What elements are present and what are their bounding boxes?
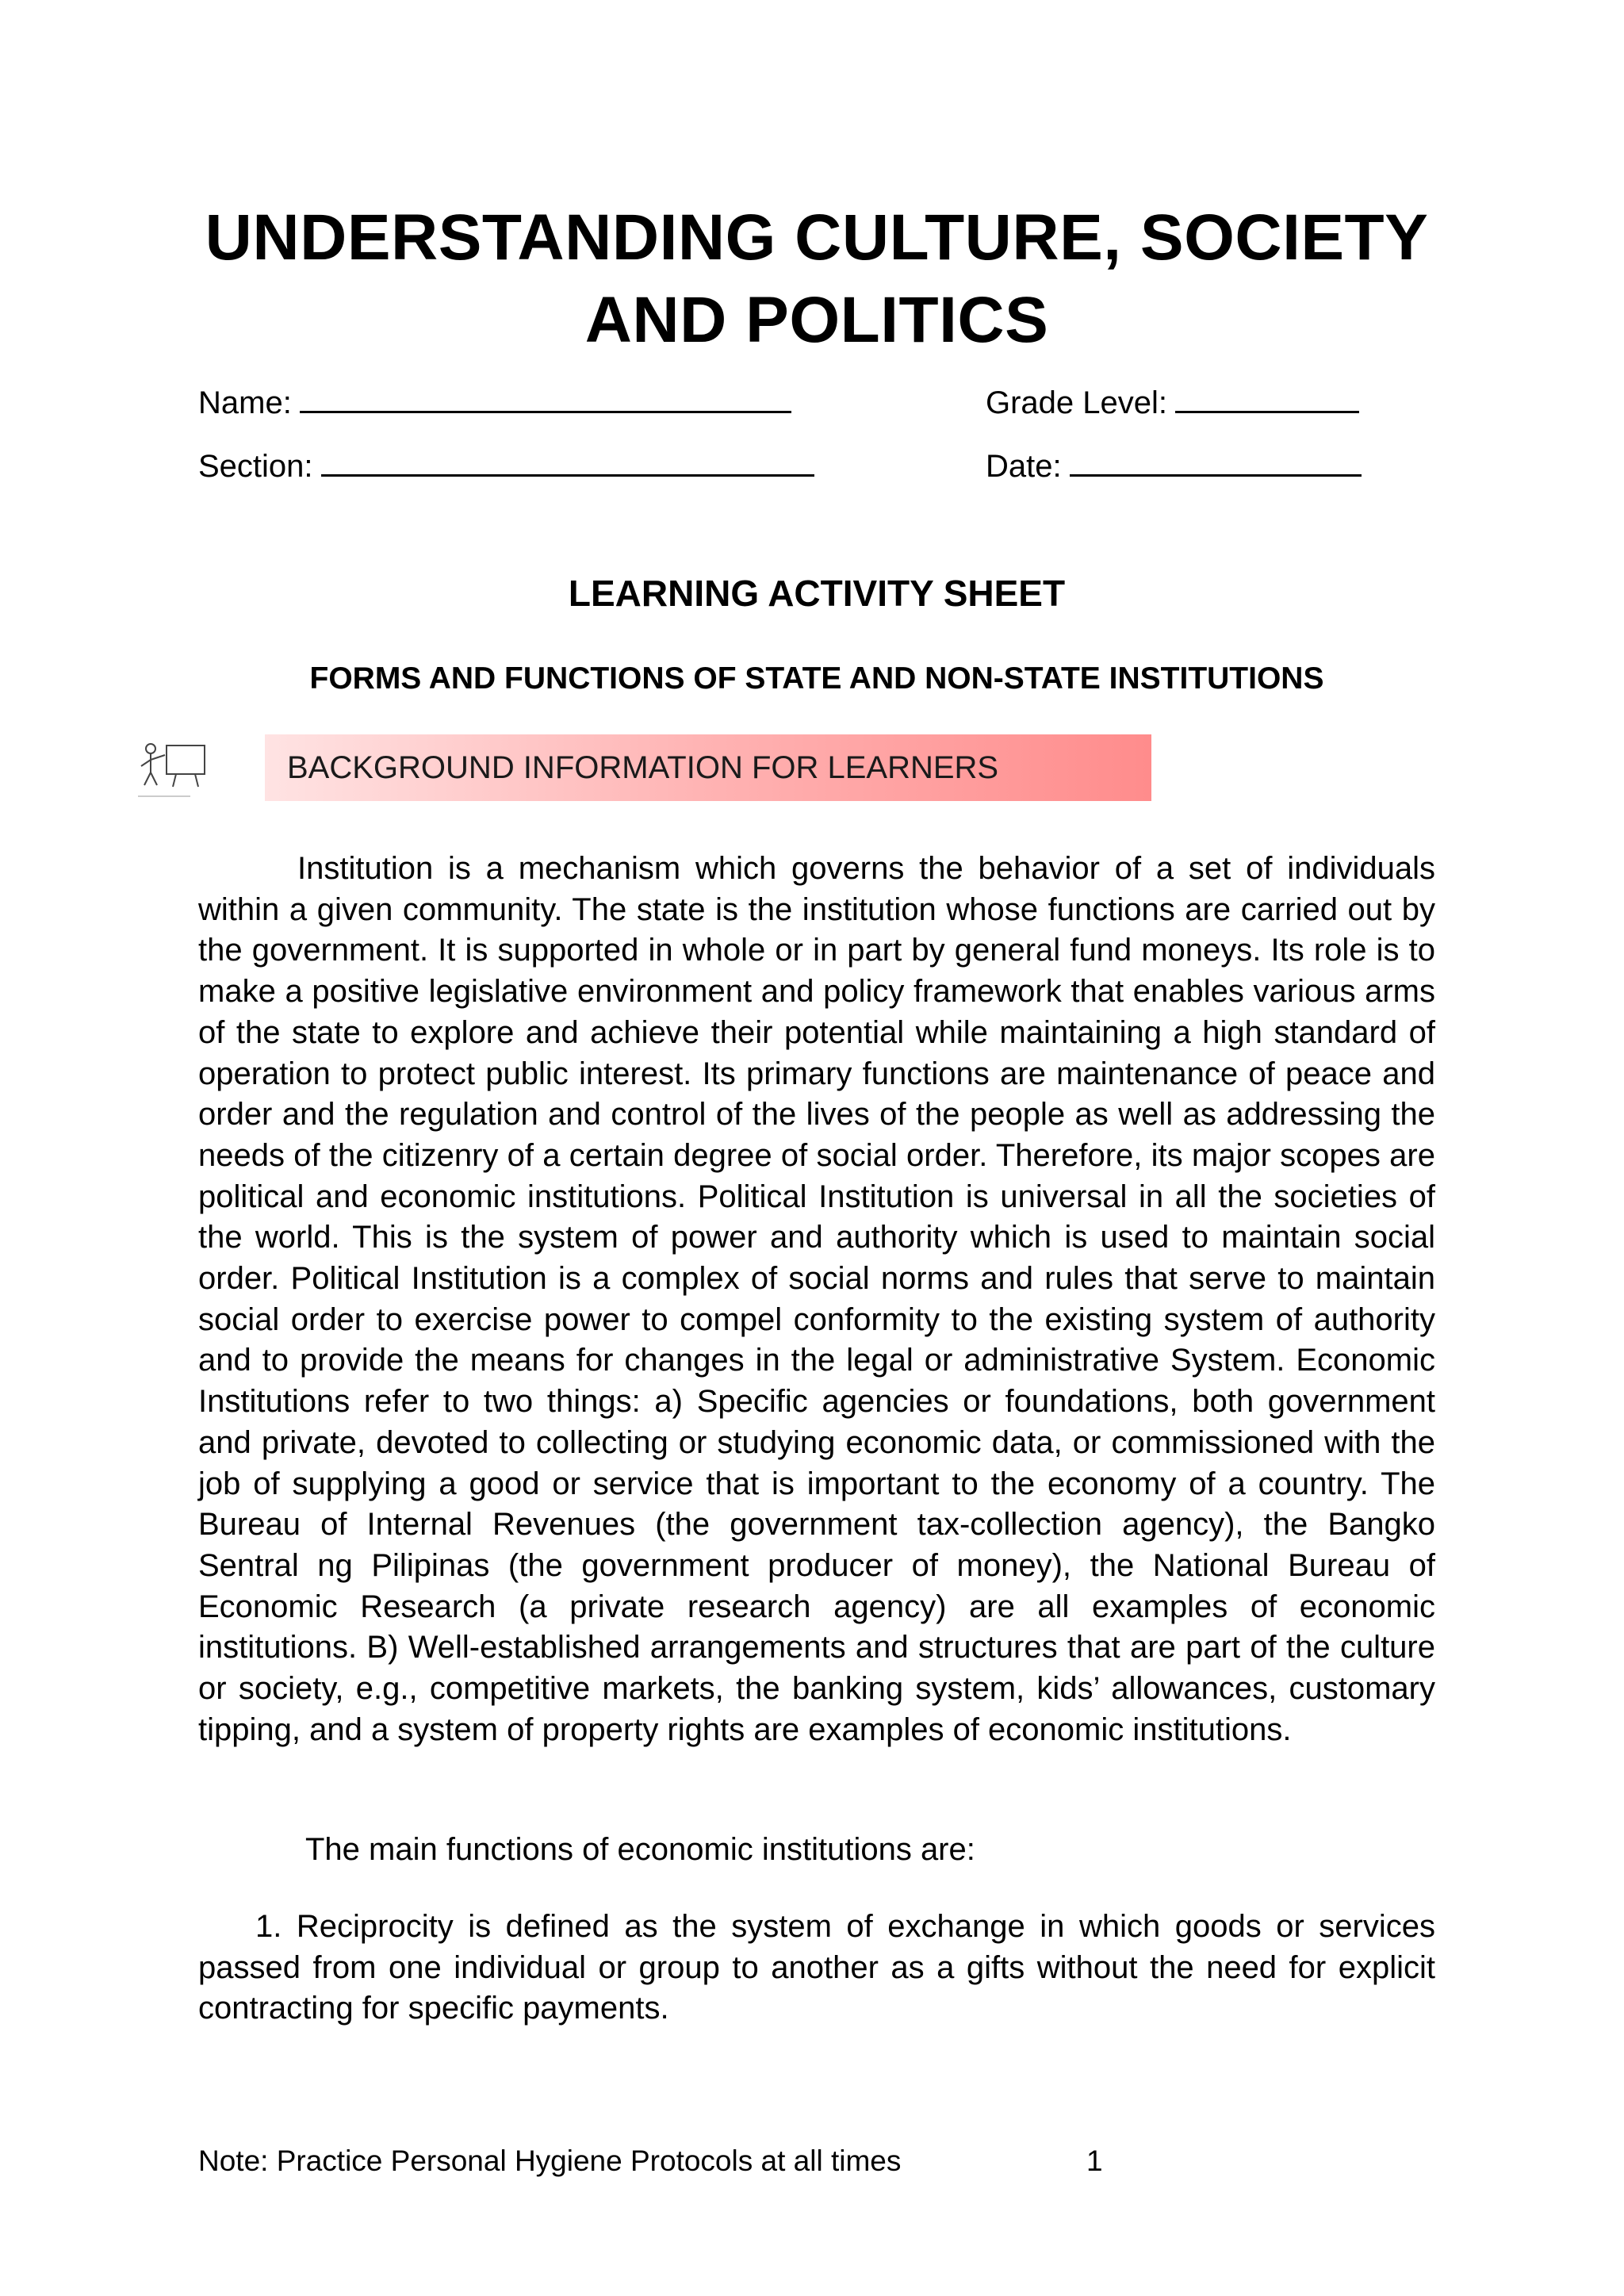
name-field (198, 382, 791, 422)
name-label: Name: (198, 385, 292, 420)
teacher-at-board-icon (135, 738, 211, 804)
footer-note: Note: Practice Personal Hygiene Protocols at all times (198, 2145, 902, 2177)
main-functions-intro: The main functions of economic institutions are: (305, 1832, 975, 1867)
sheet-heading: LEARNING ACTIVITY SHEET (568, 573, 1066, 614)
list-item-reciprocity: 1. Reciprocity is defined as the system of exchange in which goods or services passed from one individual or group to another as a gifts without the need for explicit contracting for specific payments. (198, 1909, 1435, 2026)
date-blank-line[interactable] (1070, 446, 1362, 477)
paragraph-1: Institution is a mechanism which governs the behavior of a set of individuals within a given community. The state is the institution whose functions are carried out by the government. It is supported in whole or in part by general fund moneys. Its role is to make a positive legislative environment and policy framework that enables various arms of the state to explore and achieve their potential while maintaining a high standard of operation to protect public interest. Its primary functions are maintenance of peace and order and the regulation and control of the lives of the people as well as addressing the needs of the citizenry of a certain degree of social order. Therefore, its major scopes are political and economic institutions. Political Institution is universal in all the societies of the world. This is the system of power and authority which is used to maintain social order. Political Institution is a complex of social norms and rules that serve to maintain social order to exercise power to compel conformity to the existing system of authority and to provide the means for changes in the legal or administrative System. Economic Institutions refer to two things: a) Specific agencies or foundations, both government and private, devoted to collecting or studying economic data, or commissioned with the job of supplying a good or service that is important to the economy of a country. The Bureau of Internal Revenues (the government tax-collection agency), the Bangko Sentral ng Pilipinas (the government producer of money), the National Bureau of Economic Research (a private research agency) are all examples of economic institutions. B) Well-established arrangements and structures that are part of the culture or society, e.g., competitive markets, the banking system, kids’ allowances, customary tipping, and a system of property rights are examples of economic institutions. (198, 851, 1435, 1747)
page-number: 1 (1086, 2145, 1103, 2177)
date-field (986, 446, 1362, 485)
grade-level-label: Grade Level: (986, 385, 1168, 420)
topic-subheading: FORMS AND FUNCTIONS OF STATE AND NON-STATE INSTITUTIONS (309, 661, 1324, 696)
page-title: UNDERSTANDING CULTURE, SOCIETY AND POLITICS (205, 201, 1429, 356)
grade-level-field (986, 382, 1359, 422)
background-paragraph (198, 849, 1435, 1750)
name-blank-line[interactable] (300, 382, 791, 413)
section-label: Section: (198, 449, 313, 484)
section-blank-line[interactable] (321, 446, 814, 477)
banner-label: BACKGROUND INFORMATION FOR LEARNERS (287, 750, 999, 785)
grade-level-blank-line[interactable] (1175, 382, 1359, 413)
background-info-banner (265, 734, 1151, 801)
date-label: Date: (986, 449, 1062, 484)
section-field (198, 446, 814, 485)
